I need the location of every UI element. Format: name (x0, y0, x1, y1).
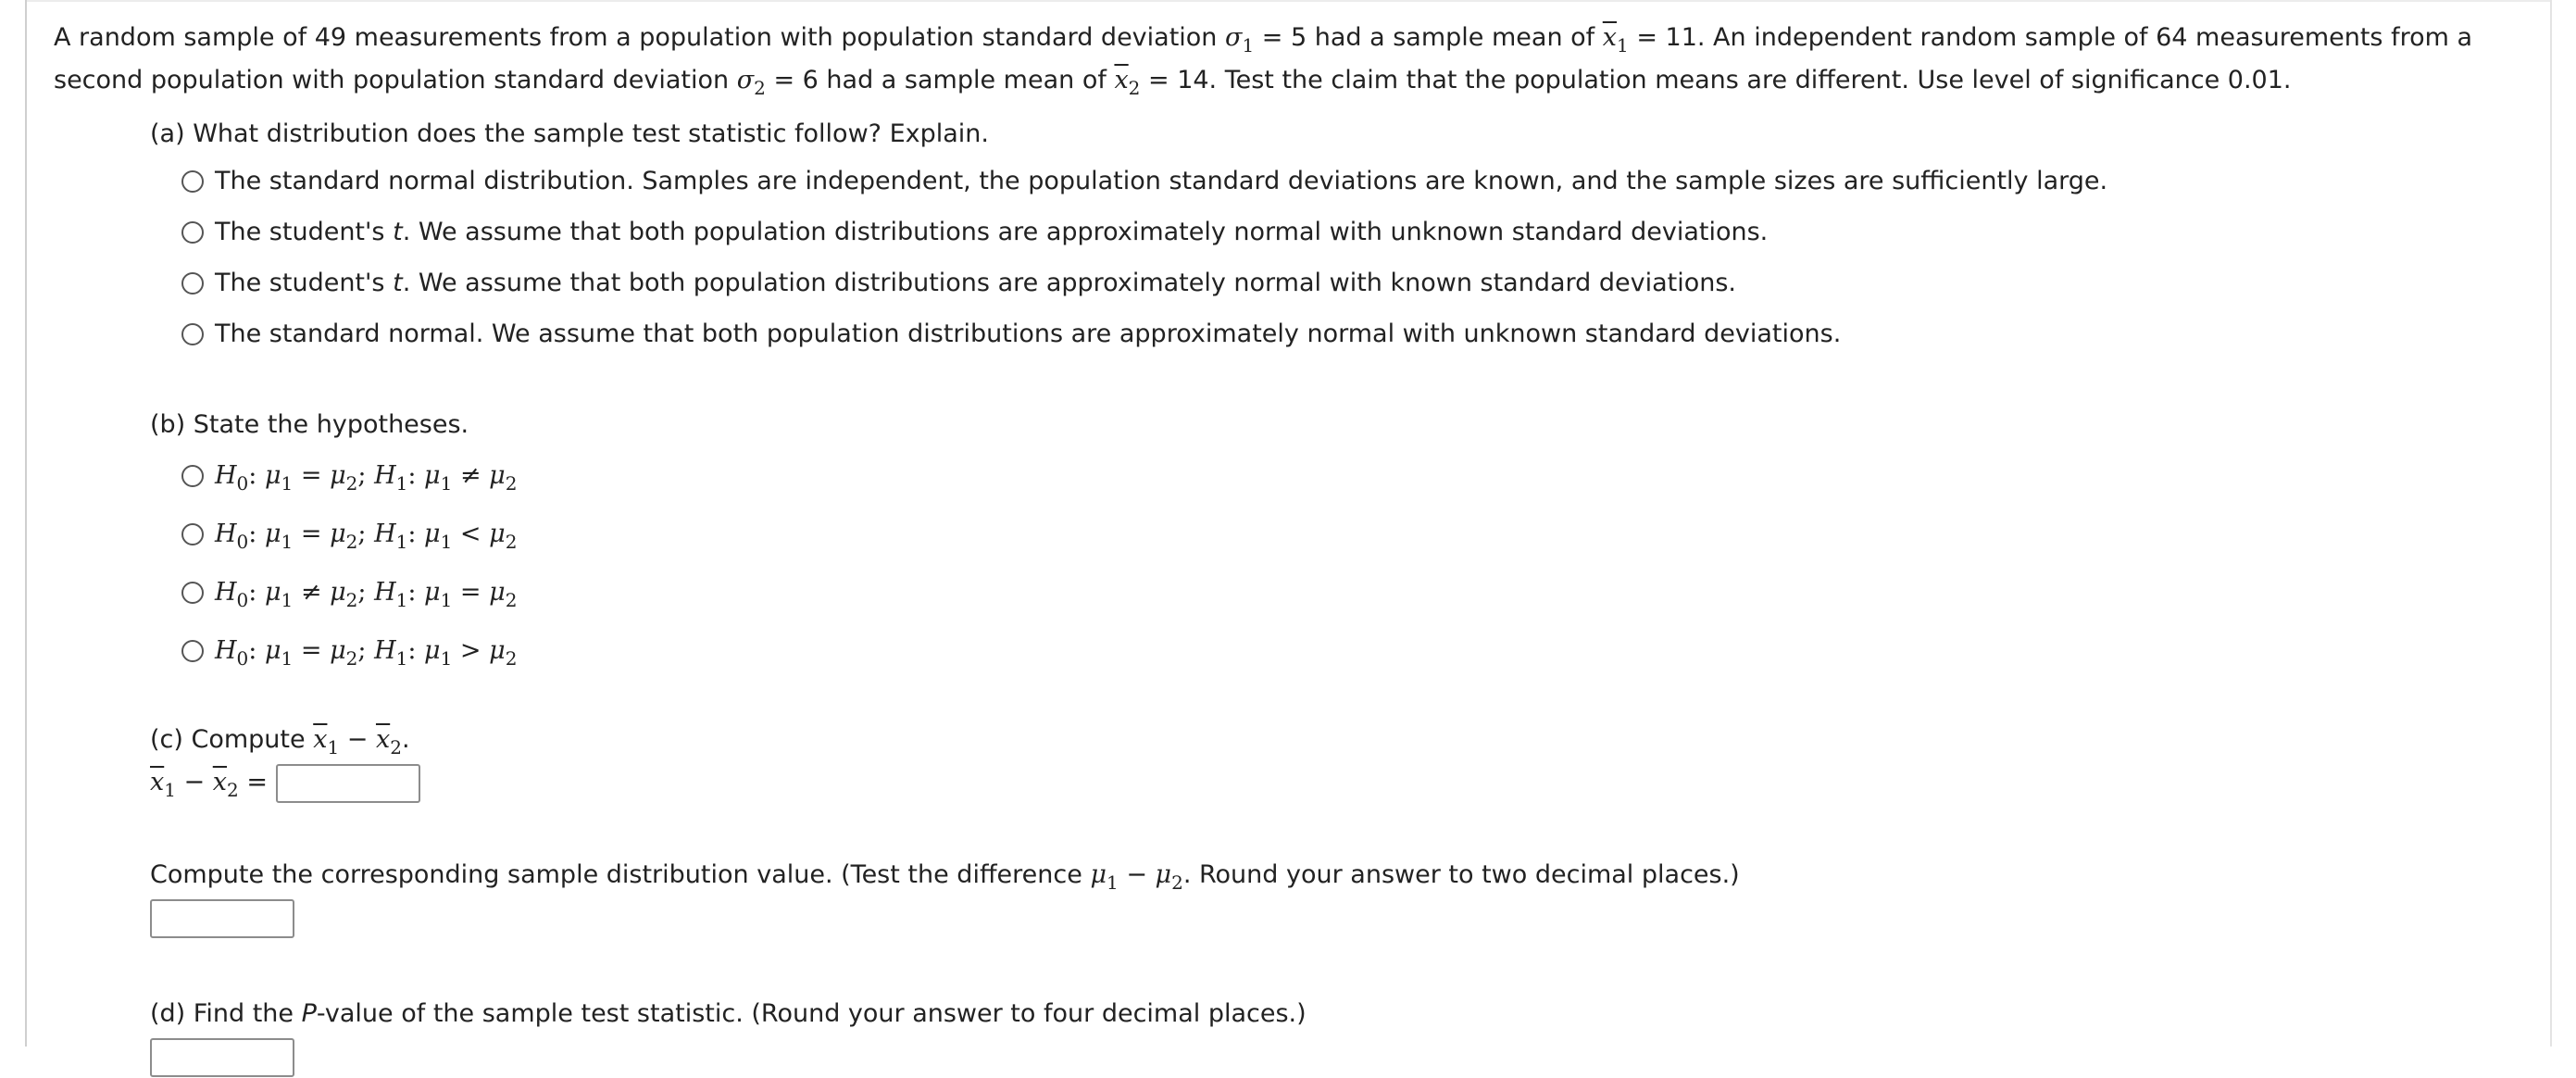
problem-statement: A random sample of 49 measurements from a population with population standard deviation $\sigma_1 = 5$ had a sample mean of $\overline{x}_1 = 11$. An independent random sample of 64 measurements from a second population with population standard deviation $\sigma_2 = 6$ had a sample mean of $\overline{x}_2 = 14$. Test the claim that the population means are different. Use level of significance 0.01. (54, 23, 2473, 99)
radio-button[interactable] (181, 465, 204, 487)
part-a-question: (a) What distribution does the sample test statistic follow? Explain. (150, 119, 989, 148)
hypotheses-label: $H_0$: $\mu_1 = \mu_2$; $H_1$: $\mu_1 \ne \mu_2$ (215, 460, 518, 495)
hypotheses-label: $H_0$: $\mu_1 = \mu_2$; $H_1$: $\mu_1 < \mu_2$ (215, 519, 518, 553)
radio-button[interactable] (181, 640, 204, 662)
part-a-option-2[interactable] (181, 207, 2517, 257)
top-border (27, 0, 2550, 15)
part-b-question: (b) State the hypotheses. (150, 410, 469, 439)
part-a-option-1[interactable] (181, 156, 2517, 207)
test-statistic-input[interactable] (150, 899, 294, 938)
radio-button[interactable] (181, 272, 204, 295)
option-label: The standard normal distribution. Samples are independent, the population standard deviations are known, and the sample sizes are sufficiently large. (215, 166, 2108, 195)
sigma-1: $\sigma_1$ (1225, 23, 1255, 56)
part-d-answer-row (150, 1035, 2517, 1078)
radio-button[interactable] (181, 582, 204, 604)
sigma-2: $\sigma_2$ (736, 66, 766, 99)
part-a-option-3[interactable] (181, 257, 2517, 308)
part-b-option-4[interactable] (181, 621, 2517, 680)
option-label: The student's t. We assume that both population distributions are approximately normal with unknown standard deviations. (215, 217, 1769, 246)
radio-button[interactable] (181, 523, 204, 545)
part-a-option-4[interactable] (181, 308, 2517, 359)
test-statistic-answer-row (150, 896, 2517, 939)
xbar-1: $\overline{x}_1$ (1602, 23, 1629, 56)
mean-difference-input[interactable] (276, 764, 420, 803)
hypotheses-label: $H_0$: $\mu_1 = \mu_2$; $H_1$: $\mu_1 > \mu_2$ (215, 635, 518, 670)
xbar-2: $\overline{x}_2$ (1114, 66, 1141, 99)
left-border (25, 0, 27, 1047)
part-b-option-3[interactable] (181, 563, 2517, 621)
option-label: The student's t. We assume that both population distributions are approximately normal with known standard deviations. (215, 268, 1737, 297)
radio-button[interactable] (181, 170, 204, 193)
option-label: The standard normal. We assume that both population distributions are approximately normal with unknown standard deviations. (215, 319, 1842, 348)
p-value-input[interactable] (150, 1038, 294, 1077)
part-b-option-1[interactable] (181, 446, 2517, 505)
part-b-option-2[interactable] (181, 505, 2517, 563)
right-border (2550, 0, 2552, 1047)
radio-button[interactable] (181, 221, 204, 244)
part-c-question: (c) Compute $\overline{x}_1 - \overline{x}_2$. (150, 725, 410, 758)
problem-content (54, 17, 2517, 1078)
hypotheses-label: $H_0$: $\mu_1 \ne \mu_2$; $H_1$: $\mu_1 = \mu_2$ (215, 577, 518, 611)
radio-button[interactable] (181, 323, 204, 345)
test-statistic-question: Compute the corresponding sample distribution value. (Test the difference $\mu_1 - \mu_2$. Round your answer to two decimal places.) (150, 860, 1740, 894)
part-c-answer-row: $\overline{x}_1 - \overline{x}_2$ = (150, 761, 2517, 804)
part-d-question: (d) Find the P-value of the sample test statistic. (Round your answer to four decimal places.) (150, 999, 1307, 1028)
